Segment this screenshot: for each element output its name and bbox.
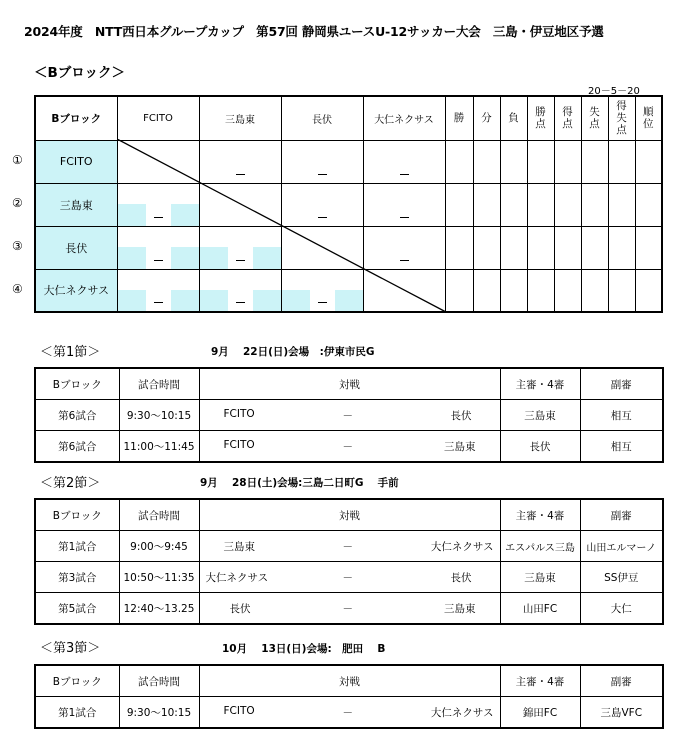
header-time: 試合時間 bbox=[119, 499, 199, 531]
referee: 三島東 bbox=[500, 400, 580, 431]
home-team: 三島東 bbox=[223, 541, 255, 553]
column-team: 長伏 bbox=[281, 96, 363, 140]
column-team: FCITO bbox=[117, 96, 199, 140]
header-block: Bブロック bbox=[35, 499, 119, 531]
result-cell-self bbox=[117, 140, 199, 183]
header-referee: 主審・4審 bbox=[500, 665, 580, 697]
row-number: ② bbox=[12, 196, 23, 210]
assistant-referee: 大仁 bbox=[580, 593, 663, 625]
row-team: 大仁ネクサス bbox=[35, 269, 117, 312]
game-number: 第5試合 bbox=[35, 593, 119, 625]
matchup bbox=[199, 593, 500, 625]
header-match: 対戦 bbox=[199, 368, 500, 400]
game-time: 9:30～10:15 bbox=[119, 697, 199, 729]
home-team: FCITO bbox=[223, 705, 255, 717]
game-time: 11:00～11:45 bbox=[119, 431, 199, 463]
schedule-table bbox=[34, 498, 664, 625]
game-number: 第1試合 bbox=[35, 531, 119, 562]
game-number: 第3試合 bbox=[35, 562, 119, 593]
result-cell bbox=[199, 226, 281, 269]
header-assistant: 副審 bbox=[580, 368, 663, 400]
header-match: 対戦 bbox=[199, 499, 500, 531]
away-team: 三島東 bbox=[444, 441, 476, 453]
table-row bbox=[35, 531, 663, 562]
matchup bbox=[199, 400, 500, 431]
home-team: 長伏 bbox=[229, 603, 251, 615]
assistant-referee: 三島VFC bbox=[580, 697, 663, 729]
vs-separator: － bbox=[342, 603, 353, 615]
result-cell-self bbox=[281, 226, 363, 269]
stat-header-goals-against: 失点 bbox=[581, 96, 608, 140]
block-heading: ＜Bブロック＞ bbox=[34, 65, 126, 81]
section-info: 9月 28日(土)会場:三島二日町G 手前 bbox=[200, 477, 399, 489]
stat-header-draws: 分 bbox=[473, 96, 500, 140]
section-heading: ＜第2節＞ bbox=[40, 476, 101, 491]
result-cell bbox=[281, 269, 363, 312]
game-time: 9:00～9:45 bbox=[119, 531, 199, 562]
home-team: FCITO bbox=[223, 439, 255, 451]
table-row bbox=[35, 562, 663, 593]
vs-separator: － bbox=[342, 572, 353, 584]
assistant-referee: 山田エルマーノ bbox=[580, 531, 663, 562]
row-team: 三島東 bbox=[35, 183, 117, 226]
table-row bbox=[35, 697, 663, 729]
stat-header-rank: 順位 bbox=[635, 96, 662, 140]
header-referee: 主審・4審 bbox=[500, 368, 580, 400]
result-cell bbox=[363, 140, 445, 183]
referee: 山田FC bbox=[500, 593, 580, 625]
referee: 三島東 bbox=[500, 562, 580, 593]
row-team: FCITO bbox=[35, 140, 117, 183]
game-time: 10:50～11:35 bbox=[119, 562, 199, 593]
result-cell bbox=[199, 140, 281, 183]
date-stamp: 20－5－20 bbox=[588, 86, 640, 97]
away-team: 長伏 bbox=[450, 410, 472, 422]
assistant-referee: 相互 bbox=[580, 400, 663, 431]
away-team: 大仁ネクサス bbox=[430, 541, 494, 553]
away-team: 三島東 bbox=[444, 603, 476, 615]
result-cell-self bbox=[199, 183, 281, 226]
header-referee: 主審・4審 bbox=[500, 499, 580, 531]
page-title: 2024年度 NTT西日本グループカップ 第57回 静岡県ユースU-12サッカー大会 三島・伊豆地区予選 bbox=[24, 24, 604, 39]
section-heading: ＜第1節＞ bbox=[40, 345, 101, 360]
away-team: 長伏 bbox=[450, 572, 472, 584]
stat-header-goal-diff: 得失点 bbox=[608, 96, 635, 140]
result-cell-self bbox=[363, 269, 445, 312]
table-row bbox=[35, 431, 663, 463]
section-info: 10月 13日(日)会場: 肥田 B bbox=[222, 643, 386, 655]
standings-table bbox=[34, 95, 663, 313]
home-team: 大仁ネクサス bbox=[205, 572, 269, 584]
game-time: 12:40～13.25 bbox=[119, 593, 199, 625]
header-assistant: 副審 bbox=[580, 665, 663, 697]
header-block: Bブロック bbox=[35, 665, 119, 697]
referee: エスパルス三島 bbox=[500, 531, 580, 562]
result-cell bbox=[199, 269, 281, 312]
row-number: ① bbox=[12, 153, 23, 167]
result-cell bbox=[117, 226, 199, 269]
game-number: 第1試合 bbox=[35, 697, 119, 729]
schedule-table bbox=[34, 664, 664, 729]
schedule-table bbox=[34, 367, 664, 463]
stat-header-goals-for: 得点 bbox=[554, 96, 581, 140]
home-team: FCITO bbox=[223, 408, 255, 420]
referee: 錦田FC bbox=[500, 697, 580, 729]
stat-header-points: 勝点 bbox=[527, 96, 554, 140]
away-team: 大仁ネクサス bbox=[430, 707, 494, 719]
result-cell bbox=[363, 226, 445, 269]
result-cell bbox=[363, 183, 445, 226]
assistant-referee: 相互 bbox=[580, 431, 663, 463]
vs-separator: － bbox=[342, 441, 353, 453]
row-number: ③ bbox=[12, 239, 23, 253]
result-cell bbox=[281, 183, 363, 226]
game-number: 第6試合 bbox=[35, 431, 119, 463]
result-cell bbox=[117, 269, 199, 312]
table-row bbox=[35, 593, 663, 625]
assistant-referee: SS伊豆 bbox=[580, 562, 663, 593]
standings-corner: Bブロック bbox=[35, 96, 117, 140]
section-heading: ＜第3節＞ bbox=[40, 641, 101, 656]
vs-separator: － bbox=[342, 541, 353, 553]
header-time: 試合時間 bbox=[119, 665, 199, 697]
vs-separator: － bbox=[342, 410, 353, 422]
column-team: 三島東 bbox=[199, 96, 281, 140]
header-block: Bブロック bbox=[35, 368, 119, 400]
game-time: 9:30～10:15 bbox=[119, 400, 199, 431]
referee: 長伏 bbox=[500, 431, 580, 463]
stat-header-wins: 勝 bbox=[445, 96, 473, 140]
column-team: 大仁ネクサス bbox=[363, 96, 445, 140]
row-number: ④ bbox=[12, 282, 23, 296]
matchup bbox=[199, 697, 500, 729]
header-assistant: 副審 bbox=[580, 499, 663, 531]
game-number: 第6試合 bbox=[35, 400, 119, 431]
matchup bbox=[199, 531, 500, 562]
matchup bbox=[199, 562, 500, 593]
vs-separator: － bbox=[342, 707, 353, 719]
stat-header-losses: 負 bbox=[500, 96, 527, 140]
table-row bbox=[35, 400, 663, 431]
header-match: 対戦 bbox=[199, 665, 500, 697]
result-cell bbox=[281, 140, 363, 183]
row-team: 長伏 bbox=[35, 226, 117, 269]
result-cell bbox=[117, 183, 199, 226]
header-time: 試合時間 bbox=[119, 368, 199, 400]
section-info: 9月 22日(日)会場 :伊東市民G bbox=[211, 346, 375, 358]
matchup bbox=[199, 431, 500, 463]
